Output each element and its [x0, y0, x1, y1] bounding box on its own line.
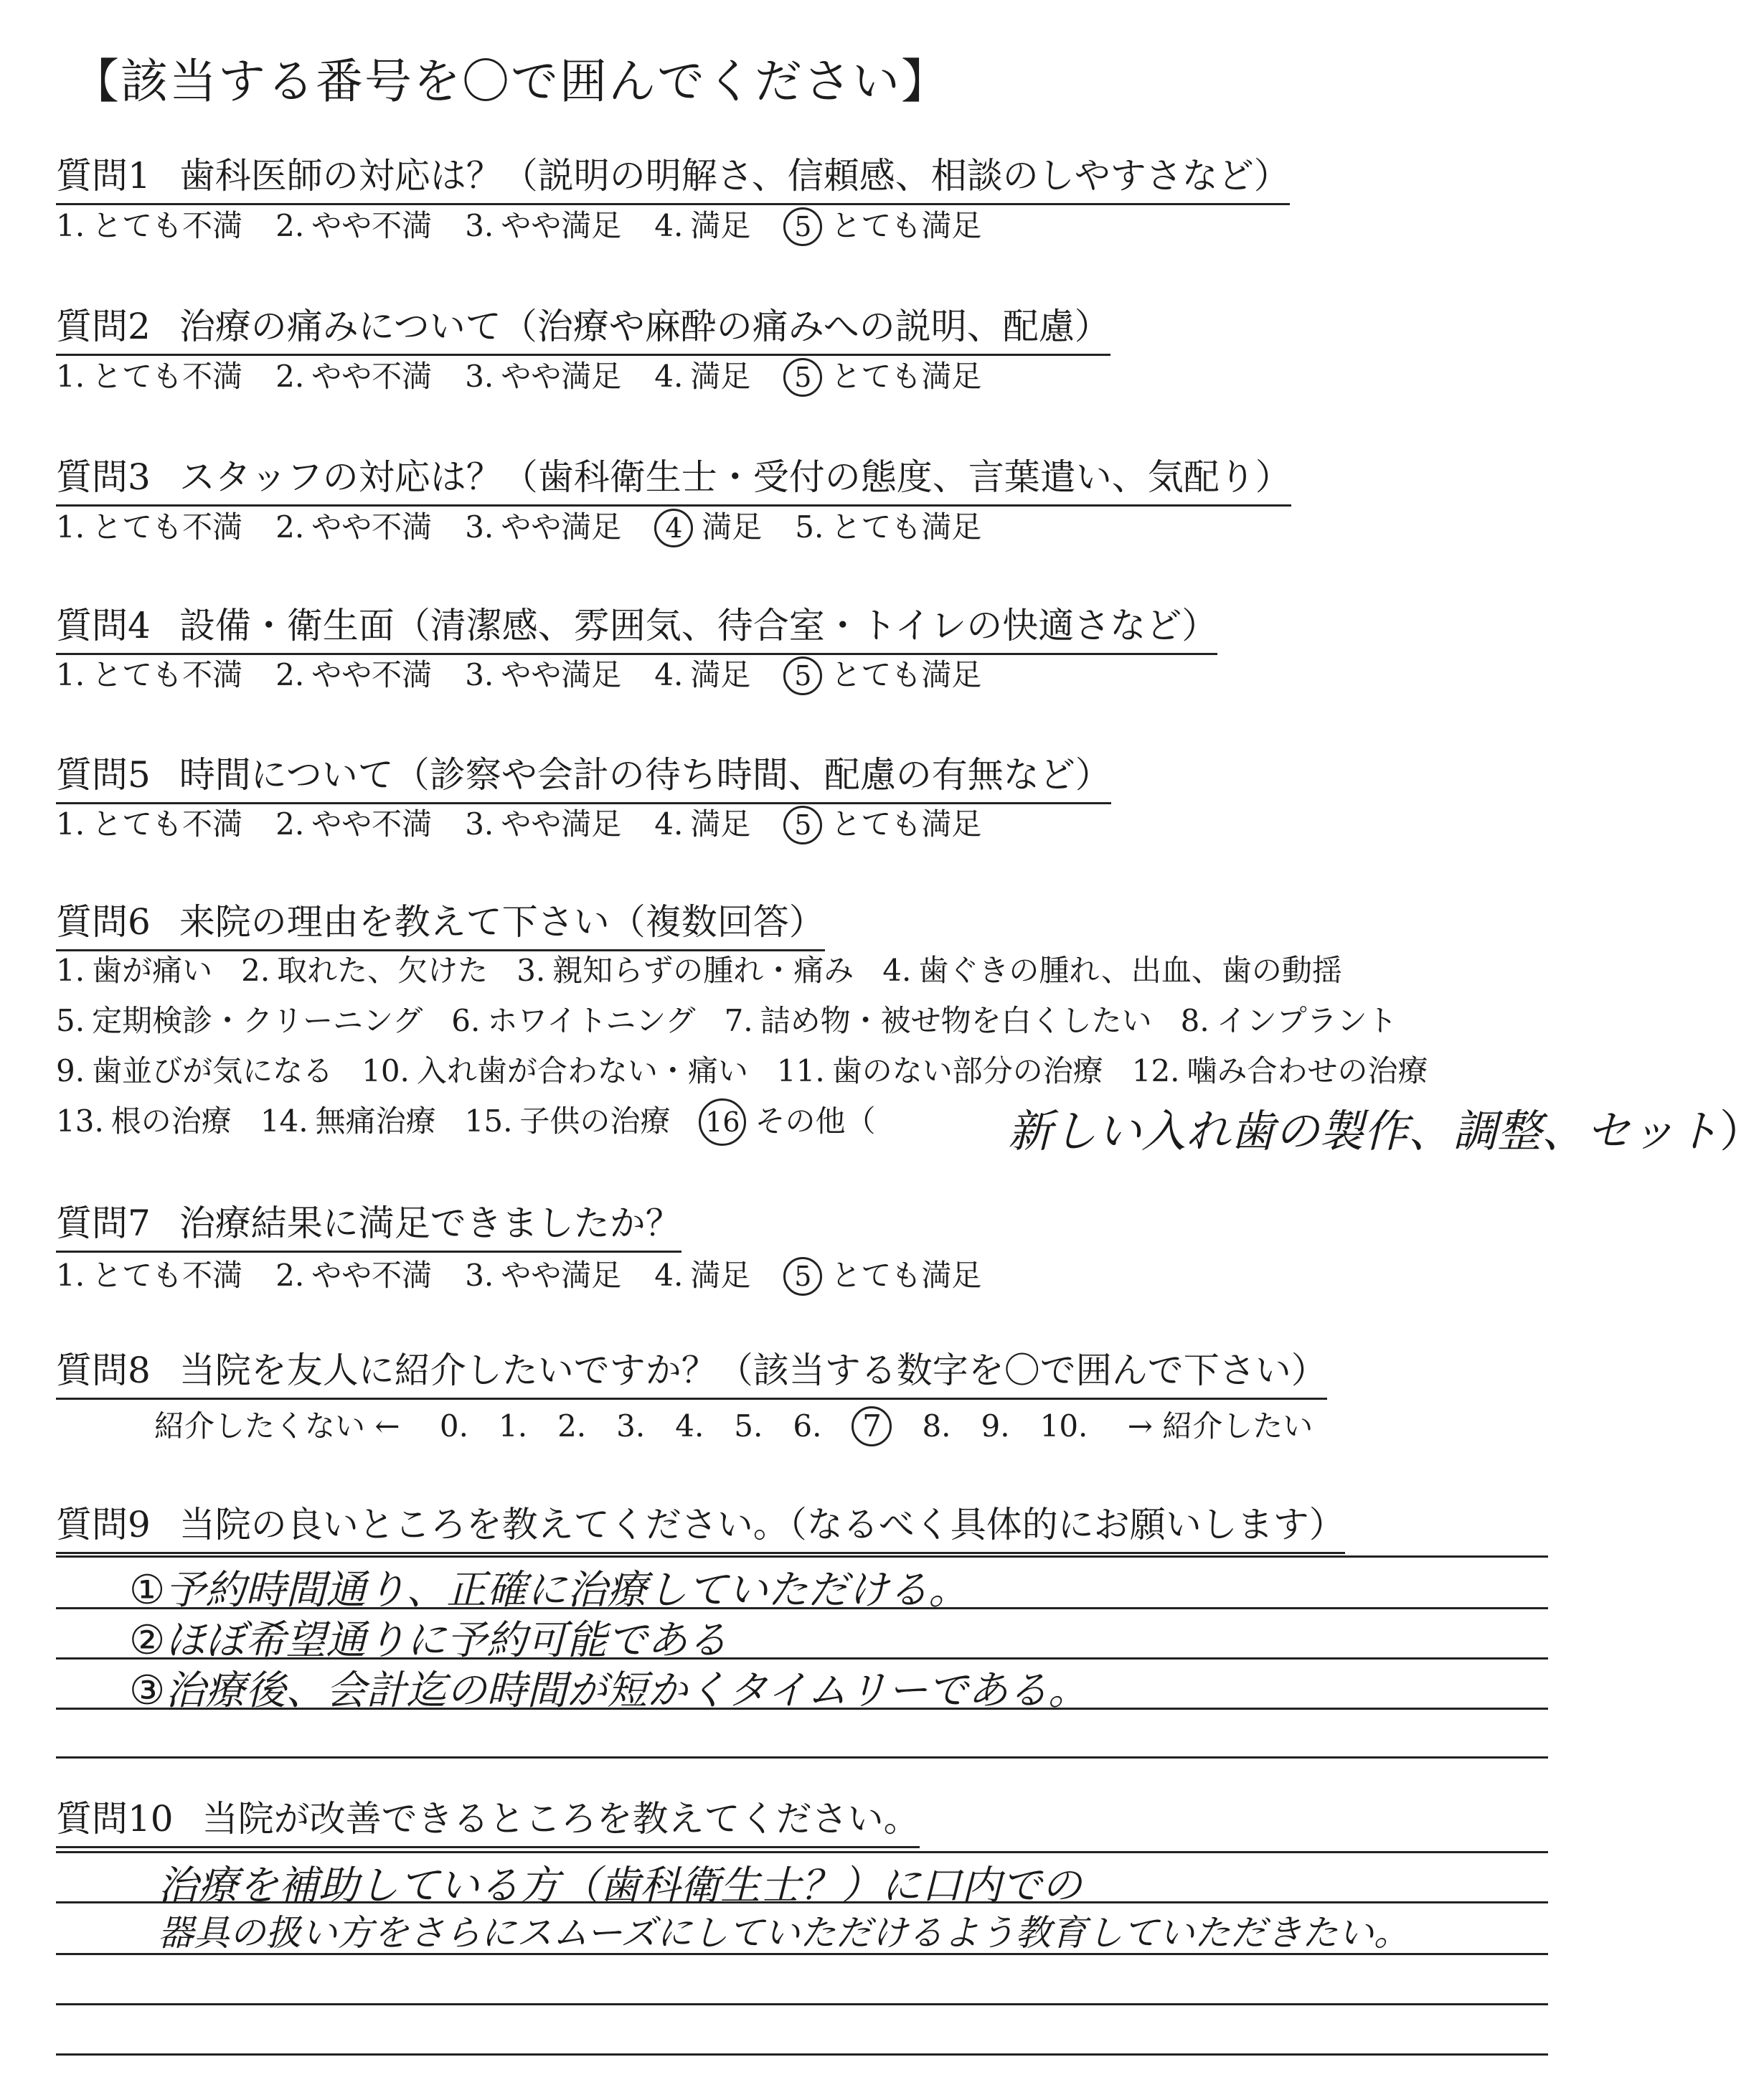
- rating-option[interactable]: [465, 208, 621, 243]
- q8-selected-value[interactable]: 7: [852, 1406, 892, 1446]
- option-number: 4.: [654, 208, 684, 243]
- rating-option[interactable]: [783, 806, 981, 842]
- option-number: 3.: [465, 657, 494, 692]
- question-3-options: [56, 504, 1014, 547]
- question-7-header: [56, 1195, 681, 1253]
- option-number: 4.: [654, 1258, 684, 1293]
- q8-scale-value[interactable]: 10.: [1039, 1408, 1088, 1444]
- q6-reason-option[interactable]: [451, 1003, 695, 1038]
- rating-option[interactable]: [654, 208, 750, 243]
- rating-option[interactable]: [56, 208, 242, 243]
- question-4-options: [56, 651, 1014, 695]
- option-number: 2.: [275, 359, 305, 394]
- option-label: とても満足: [831, 806, 982, 842]
- rating-option[interactable]: [783, 359, 981, 394]
- option-label: とても不満: [92, 509, 243, 545]
- option-label: 入れ歯が合わない・痛い: [416, 1053, 748, 1088]
- question-number: 質問9: [56, 1504, 151, 1545]
- rating-option[interactable]: [783, 1258, 981, 1293]
- question-number: 質問10: [56, 1798, 174, 1840]
- rating-option[interactable]: [465, 657, 621, 692]
- rating-option[interactable]: [783, 208, 981, 243]
- option-label: 根の治療: [110, 1103, 232, 1139]
- question-number: 質問8: [56, 1350, 151, 1391]
- option-label: 満足: [690, 657, 751, 692]
- q8-scale-value[interactable]: 6.: [793, 1408, 822, 1444]
- option-number: 7.: [724, 1003, 753, 1038]
- option-number: 4.: [654, 359, 684, 394]
- q6-other-open-paren: （: [845, 1103, 876, 1139]
- q10-line: [56, 2003, 1548, 2005]
- question-text: 当院を友人に紹介したいですか？（該当する数字を〇で囲んで下さい）: [179, 1350, 1327, 1391]
- option-number: 3.: [465, 509, 494, 545]
- question-5-options: [56, 801, 1014, 844]
- question-text: 治療の痛みについて（治療や麻酔の痛みへの説明、配慮）: [179, 306, 1110, 347]
- rating-option[interactable]: [654, 359, 750, 394]
- option-label: 噛み合わせの治療: [1187, 1053, 1428, 1088]
- option-label: とても不満: [92, 1258, 243, 1293]
- q6-reason-option[interactable]: [241, 953, 488, 988]
- option-label: とても満足: [831, 509, 982, 545]
- rating-option[interactable]: [465, 806, 621, 842]
- option-label: 満足: [690, 208, 751, 243]
- option-label: とても不満: [92, 359, 243, 394]
- option-number: 10.: [362, 1053, 410, 1088]
- option-number: 1.: [56, 208, 85, 243]
- rating-option[interactable]: [783, 657, 981, 692]
- question-text: 当院が改善できるところを教えてください。: [202, 1798, 920, 1840]
- q6-other-handwritten: [1008, 1096, 1764, 1159]
- q8-values: [440, 1408, 1118, 1444]
- question-1-header: [56, 147, 1290, 205]
- option-number: 8.: [1180, 1003, 1209, 1038]
- q6-reasons-row: [56, 997, 1426, 1040]
- question-text: 当院の良いところを教えてください。（なるべく具体的にお願いします）: [179, 1504, 1345, 1545]
- option-label: 歯並びが気になる: [92, 1053, 334, 1088]
- q6-reason-option[interactable]: [777, 1053, 1103, 1088]
- q6-reasons-row: [56, 1048, 1457, 1091]
- option-label: ホワイトニング: [487, 1003, 696, 1038]
- question-text: 治療結果に満足できましたか？: [179, 1202, 681, 1244]
- q9-line: [56, 1756, 1548, 1759]
- q9-answer-2: ②ほぼ希望通りに予約可能である: [129, 1617, 728, 1664]
- q6-reasons-row: [56, 947, 1371, 990]
- option-label: 定期検診・クリーニング: [92, 1003, 423, 1038]
- question-text: 来院の理由を教えて下さい（複数回答）: [179, 901, 825, 943]
- q6-other-close-paren: ）: [1720, 1105, 1764, 1157]
- question-number: 質問1: [56, 155, 151, 197]
- selected-option-circle: 16: [699, 1098, 746, 1146]
- q9-answer-1: ①予約時間通り、正確に治療していただける。: [129, 1567, 969, 1614]
- option-label: 満足: [690, 806, 751, 842]
- q6-reason-option[interactable]: [725, 1003, 1152, 1038]
- q10-line: [56, 1851, 1548, 1853]
- option-number: 4.: [654, 657, 684, 692]
- option-number: 1.: [56, 657, 85, 692]
- q6-reason-option[interactable]: [882, 953, 1342, 988]
- question-2-header: [56, 298, 1110, 356]
- option-number: 1.: [56, 359, 85, 394]
- q8-scale-value[interactable]: 0.: [439, 1408, 468, 1444]
- rating-option[interactable]: [465, 359, 621, 394]
- option-label: 親知らずの腫れ・痛み: [552, 953, 854, 988]
- question-text: 設備・衛生面（清潔感、雰囲気、待合室・トイレの快適さなど）: [179, 605, 1218, 646]
- q8-left-label: 紹介したくない ←: [154, 1408, 400, 1444]
- q8-scale: [154, 1403, 1343, 1446]
- rating-option[interactable]: [795, 509, 981, 545]
- option-label: 子供の治療: [519, 1103, 671, 1139]
- option-number: 3.: [465, 806, 494, 842]
- question-number: 質問4: [56, 605, 151, 646]
- q6-reason-option[interactable]: [56, 1103, 232, 1139]
- option-label: やや不満: [311, 657, 433, 692]
- option-label: とても不満: [92, 806, 243, 842]
- page-title: 【該当する番号を〇で囲んでください】: [72, 54, 950, 109]
- question-number: 質問7: [56, 1202, 151, 1244]
- option-label: やや満足: [501, 208, 622, 243]
- q6-reason-option[interactable]: [56, 1003, 423, 1038]
- option-label: とても不満: [92, 657, 243, 692]
- question-9-header: [56, 1496, 1345, 1554]
- option-number: 2.: [275, 806, 305, 842]
- q6-reason-option[interactable]: [699, 1103, 875, 1139]
- option-number: 2.: [275, 657, 305, 692]
- q8-scale-value[interactable]: 8.: [922, 1408, 951, 1444]
- q6-other-text: 新しい入れ歯の製作、調整、セット: [1008, 1105, 1720, 1157]
- rating-option[interactable]: [56, 657, 242, 692]
- q8-scale-value[interactable]: 9.: [981, 1408, 1010, 1444]
- option-label: 満足: [690, 1258, 751, 1293]
- question-number: 質問6: [56, 901, 151, 943]
- option-number: 15.: [464, 1103, 513, 1139]
- rating-option[interactable]: [56, 1258, 242, 1293]
- rating-option[interactable]: [654, 657, 750, 692]
- option-label: 歯のない部分の治療: [831, 1053, 1103, 1088]
- q6-reason-option[interactable]: [1132, 1053, 1428, 1088]
- option-number: 11.: [776, 1053, 825, 1088]
- q8-right-label: → 紹介したい: [1127, 1408, 1313, 1444]
- question-10-header: [56, 1790, 920, 1848]
- rating-option[interactable]: [465, 1258, 621, 1293]
- option-number: 3.: [465, 1258, 494, 1293]
- option-number: 3.: [465, 359, 494, 394]
- option-label: 歯ぐきの腫れ、出血、歯の動揺: [918, 953, 1342, 988]
- rating-option[interactable]: [275, 657, 432, 692]
- option-label: とても満足: [831, 359, 982, 394]
- option-number: 6.: [451, 1003, 481, 1038]
- option-label: とても満足: [831, 1258, 982, 1293]
- rating-option[interactable]: [56, 359, 242, 394]
- option-number: 5.: [795, 509, 824, 545]
- rating-option[interactable]: [56, 509, 242, 545]
- q6-reason-option[interactable]: [517, 953, 854, 988]
- option-number: 12.: [1131, 1053, 1180, 1088]
- option-label: 満足: [702, 509, 763, 545]
- q8-scale-value[interactable]: 2.: [557, 1408, 587, 1444]
- selected-option-circle: 5: [783, 1257, 822, 1296]
- option-number: 1.: [56, 953, 85, 988]
- option-label: やや満足: [501, 806, 622, 842]
- q10-line: [56, 2053, 1548, 2056]
- option-number: 13.: [56, 1103, 104, 1139]
- option-number: 2.: [275, 509, 305, 545]
- option-label: やや不満: [311, 806, 433, 842]
- question-number: 質問5: [56, 754, 151, 796]
- rating-option[interactable]: [56, 806, 242, 842]
- q8-scale-value[interactable]: 5.: [734, 1408, 763, 1444]
- question-4-header: [56, 597, 1217, 655]
- question-7-options: [56, 1252, 1014, 1296]
- option-label: やや満足: [501, 1258, 622, 1293]
- option-number: 9.: [56, 1053, 85, 1088]
- question-1-options: [56, 202, 1014, 246]
- rating-option[interactable]: [275, 806, 432, 842]
- option-label: 歯が痛い: [92, 953, 213, 988]
- question-8-header: [56, 1342, 1327, 1400]
- q6-reasons-row: [56, 1098, 904, 1146]
- question-5-header: [56, 746, 1111, 804]
- option-number: 5.: [56, 1003, 85, 1038]
- q9-line: [56, 1555, 1548, 1558]
- rating-option[interactable]: [275, 208, 432, 243]
- selected-option-circle: 5: [783, 207, 822, 246]
- q10-answer-1: 治療を補助している方（歯科衛生士？）に口内での: [158, 1863, 1082, 1909]
- option-number: 3.: [465, 208, 494, 243]
- option-label: インプラント: [1216, 1003, 1397, 1038]
- q6-reason-option[interactable]: [56, 1053, 333, 1088]
- option-number: 4.: [654, 806, 684, 842]
- option-label: 取れた、欠けた: [277, 953, 489, 988]
- option-label: 無痛治療: [315, 1103, 436, 1139]
- option-label: とても満足: [831, 657, 982, 692]
- rating-option[interactable]: [465, 509, 621, 545]
- question-number: 質問3: [56, 456, 151, 498]
- option-number: 2.: [275, 208, 305, 243]
- option-number: 1.: [56, 1258, 85, 1293]
- q6-reason-option[interactable]: [260, 1103, 436, 1139]
- q6-reason-option[interactable]: [465, 1103, 671, 1139]
- q8-scale-value[interactable]: 3.: [616, 1408, 646, 1444]
- rating-option[interactable]: [654, 1258, 750, 1293]
- selected-option-circle: 5: [783, 358, 822, 397]
- rating-option[interactable]: [654, 509, 762, 545]
- option-label: やや満足: [501, 509, 622, 545]
- selected-option-circle: 4: [654, 509, 693, 547]
- q6-reason-option[interactable]: [362, 1053, 748, 1088]
- option-label: その他: [755, 1103, 846, 1139]
- selected-option-circle: 5: [783, 806, 822, 844]
- rating-option[interactable]: [654, 806, 750, 842]
- question-text: スタッフの対応は？（歯科衛生士・受付の態度、言葉遣い、気配り）: [179, 456, 1291, 498]
- q8-scale-value[interactable]: 4.: [675, 1408, 704, 1444]
- question-2-options: [56, 353, 1014, 397]
- option-number: 2.: [275, 1258, 305, 1293]
- rating-option[interactable]: [275, 1258, 432, 1293]
- option-label: とても満足: [831, 208, 982, 243]
- option-number: 1.: [56, 509, 85, 545]
- option-label: やや満足: [501, 359, 622, 394]
- q9-answer-3: ③治療後、会計迄の時間が短かくタイムリーである。: [129, 1667, 1089, 1714]
- option-label: やや不満: [311, 208, 433, 243]
- option-number: 3.: [517, 953, 546, 988]
- question-number: 質問2: [56, 306, 151, 347]
- option-label: 満足: [690, 359, 751, 394]
- question-text: 時間について（診察や会計の待ち時間、配慮の有無など）: [179, 754, 1111, 796]
- option-number: 4.: [882, 953, 912, 988]
- option-number: 2.: [241, 953, 270, 988]
- q6-reason-option[interactable]: [1181, 1003, 1397, 1038]
- q8-scale-value[interactable]: 1.: [498, 1408, 528, 1444]
- q10-answer-2: 器具の扱い方をさらにスムーズにしていただけるよう教育していただきたい。: [158, 1912, 1410, 1954]
- option-number: 1.: [56, 806, 85, 842]
- selected-option-circle: 5: [783, 656, 822, 695]
- option-number: 14.: [260, 1103, 308, 1139]
- q6-reason-option[interactable]: [56, 953, 212, 988]
- option-label: 詰め物・被せ物を白くしたい: [760, 1003, 1152, 1038]
- question-3-header: [56, 448, 1291, 507]
- option-label: やや満足: [501, 657, 622, 692]
- option-label: とても不満: [92, 208, 243, 243]
- question-6-header: [56, 893, 825, 951]
- rating-option[interactable]: [275, 509, 432, 545]
- option-label: やや不満: [311, 509, 433, 545]
- option-label: やや不満: [311, 359, 433, 394]
- option-label: やや不満: [311, 1258, 433, 1293]
- rating-option[interactable]: [275, 359, 432, 394]
- question-text: 歯科医師の対応は？（説明の明解さ、信頼感、相談のしやすさなど）: [179, 155, 1290, 197]
